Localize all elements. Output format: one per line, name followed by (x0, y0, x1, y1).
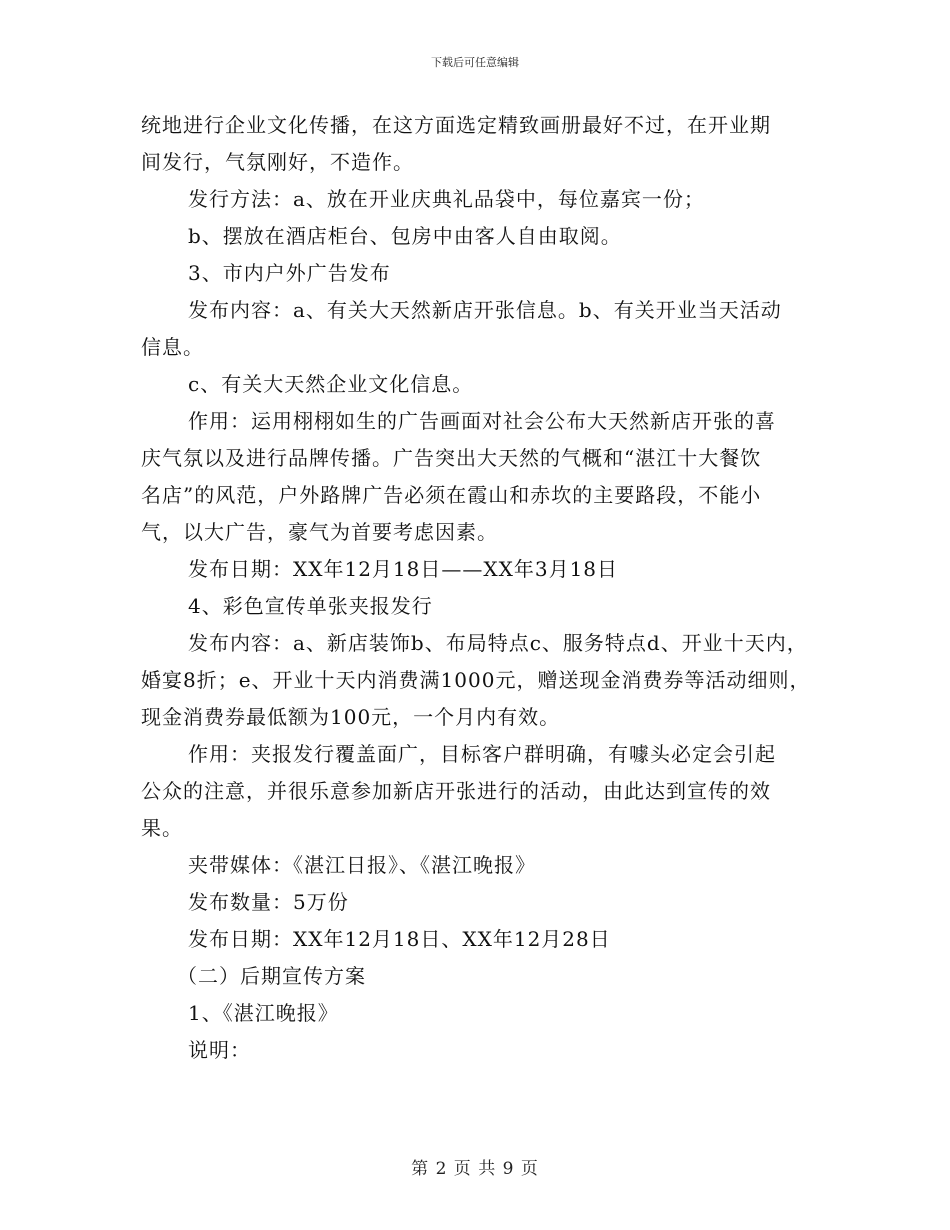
paragraph-line: 统地进行企业文化传播，在这方面选定精致画册最好不过，在开业期 (141, 113, 771, 137)
paragraph-line: 作用：运用栩栩如生的广告画面对社会公布大天然新店开张的喜 (188, 409, 776, 433)
paragraph-line: 发布日期：XX年12月18日、XX年12月28日 (188, 927, 611, 951)
paragraph-line: 现金消费券最低额为100元，一个月内有效。 (141, 705, 561, 729)
page-number: 第 2 页 共 9 页 (411, 1159, 539, 1179)
page-header: 下载后可任意编辑 (431, 56, 519, 69)
section-heading: 1、《湛江晚报》 (188, 1001, 339, 1025)
paragraph-line: 发布内容：a、新店装饰b、布局特点c、服务特点d、开业十天内， (188, 631, 808, 655)
paragraph-line: 夹带媒体：《湛江日报》、《湛江晚报》 (188, 853, 536, 877)
paragraph-line: 发布内容：a、有关大天然新店开张信息。b、有关开业当天活动 (188, 298, 782, 322)
paragraph-line: 信息。 (141, 335, 204, 359)
paragraph-line: 发布数量：5万份 (188, 890, 349, 914)
paragraph-line: 庆气氛以及进行品牌传播。广告突出大天然的气概和“湛江十大餐饮 (141, 446, 762, 470)
paragraph-line: 果。 (141, 816, 183, 840)
paragraph-line: c、有关大天然企业文化信息。 (188, 372, 474, 396)
paragraph-line: 名店”的风范，户外路牌广告必须在霞山和赤坎的主要路段，不能小 (141, 483, 762, 507)
paragraph-line: 作用：夹报发行覆盖面广，目标客户群明确，有噱头必定会引起 (188, 742, 776, 766)
paragraph-line: 公众的注意，并很乐意参加新店开张进行的活动，由此达到宣传的效 (141, 779, 771, 803)
paragraph-line: 婚宴8折；e、开业十天内消费满1000元，赠送现金消费券等活动细则， (141, 668, 811, 692)
paragraph-line: 发布日期：XX年12月18日——XX年3月18日 (188, 557, 619, 581)
section-heading: （二）后期宣传方案 (177, 964, 366, 988)
paragraph-line: 气，以大广告，豪气为首要考虑因素。 (141, 520, 498, 544)
section-heading: 4、彩色宣传单张夹报发行 (188, 594, 433, 618)
section-heading: 3、市内户外广告发布 (188, 261, 391, 285)
paragraph-line: 间发行，气氛刚好，不造作。 (141, 150, 414, 174)
paragraph-line: 说明： (188, 1038, 251, 1062)
document-body (141, 107, 831, 1069)
paragraph-line: 发行方法：a、放在开业庆典礼品袋中，每位嘉宾一份； (188, 187, 705, 211)
paragraph-line: b、摆放在酒店柜台、包房中由客人自由取阅。 (188, 224, 622, 248)
